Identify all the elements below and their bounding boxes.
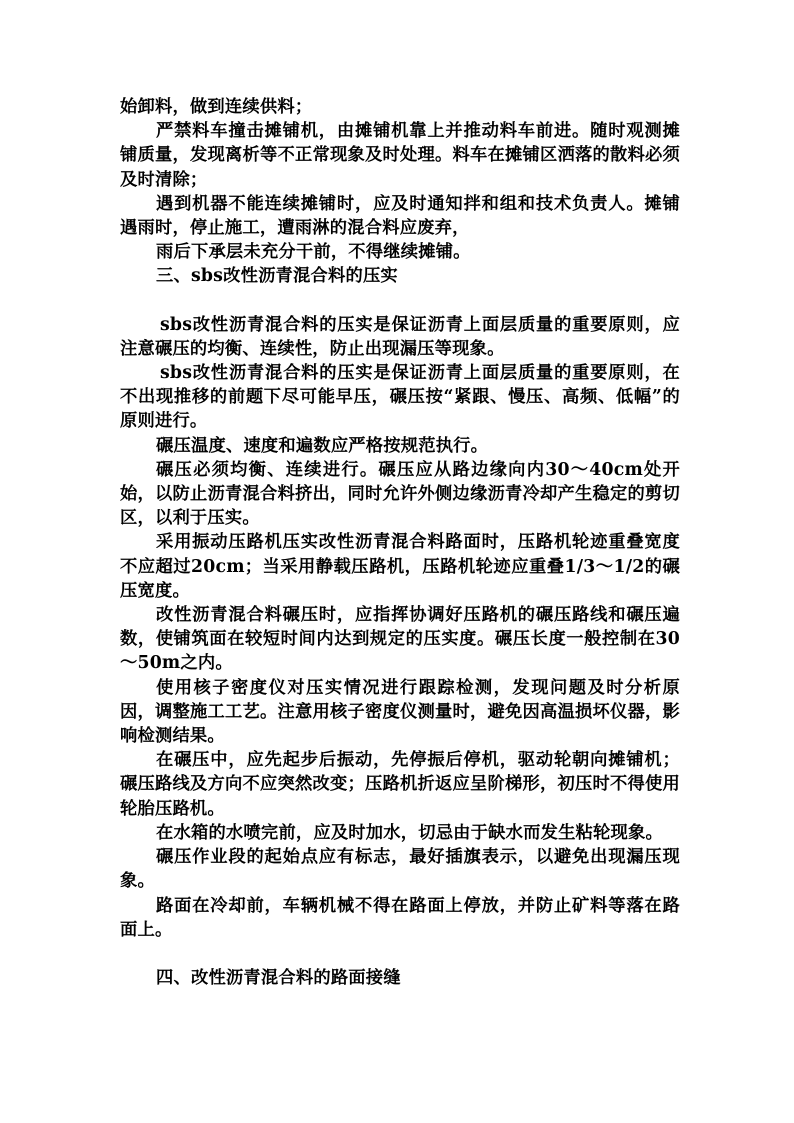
paragraph: sbs改性沥青混合料的压实是保证沥青上面层质量的重要原则，应注意碾压的均衡、连续性，防止出现漏压等现象。 <box>120 314 680 359</box>
paragraph: 使用核子密度仪对压实情况进行跟踪检测，发现问题及时分析原因，调整施工工艺。注意用核子密度仪测量时，避免因高温损坏仪器，影响检测结果。 <box>120 677 680 747</box>
section-heading-3: 三、sbs改性沥青混合料的压实 <box>156 266 398 287</box>
document-body <box>120 95 680 990</box>
section-heading-4: 四、改性沥青混合料的路面接缝 <box>156 967 401 988</box>
paragraph: 严禁料车撞击摊铺机，由摊铺机靠上并推动料车前进。随时观测摊铺质量，发现离析等不正常现象及时处理。料车在摊铺区洒落的散料必须及时清除； <box>120 121 680 190</box>
paragraph: 碾压温度、速度和遍数应严格按规范执行。 <box>156 435 489 456</box>
paragraph: 雨后下承层未充分干前，不得继续摊铺。 <box>156 242 471 263</box>
paragraph-continuation: 始卸料，做到连续供料； <box>120 97 313 117</box>
paragraph: sbs改性沥青混合料的压实是保证沥青上面层质量的重要原则，在不出现推移的前题下尽可能早压，碾压按“紧跟、慢压、高频、低幅”的原则进行。 <box>120 363 680 432</box>
paragraph: 采用振动压路机压实改性沥青混合料路面时，压路机轮迹重叠宽度不应超过20cm；当采用静载压路机，压路机轮迹应重叠1/3～1/2的碾压宽度。 <box>120 532 680 601</box>
paragraph: 碾压必须均衡、连续进行。碾压应从路边缘向内30～40cm处开始，以防止沥青混合料挤出，同时允许外侧边缘沥青冷却产生稳定的剪切区，以利于压实。 <box>120 459 680 529</box>
paragraph: 在碾压中，应先起步后振动，先停振后停机，驱动轮朝向摊铺机；碾压路线及方向不应突然改变；压路机折返应呈阶梯形，初压时不得使用轮胎压路机。 <box>120 750 680 819</box>
paragraph: 改性沥青混合料碾压时，应指挥协调好压路机的碾压路线和碾压遍数，使铺筑面在较短时间内达到规定的压实度。碾压长度一般控制在30～50m之内。 <box>120 605 680 674</box>
paragraph: 在水箱的水喷完前，应及时加水，切忌由于缺水而发生粘轮现象。 <box>156 822 663 843</box>
paragraph: 遇到机器不能连续摊铺时，应及时通知拌和组和技术负责人。摊铺遇雨时，停止施工，遭雨淋的混合料应废弃， <box>120 193 680 239</box>
paragraph: 碾压作业段的起始点应有标志，最好插旗表示，以避免出现漏压现象。 <box>120 847 680 892</box>
paragraph: 路面在冷却前，车辆机械不得在路面上停放，并防止矿料等落在路面上。 <box>120 895 680 940</box>
